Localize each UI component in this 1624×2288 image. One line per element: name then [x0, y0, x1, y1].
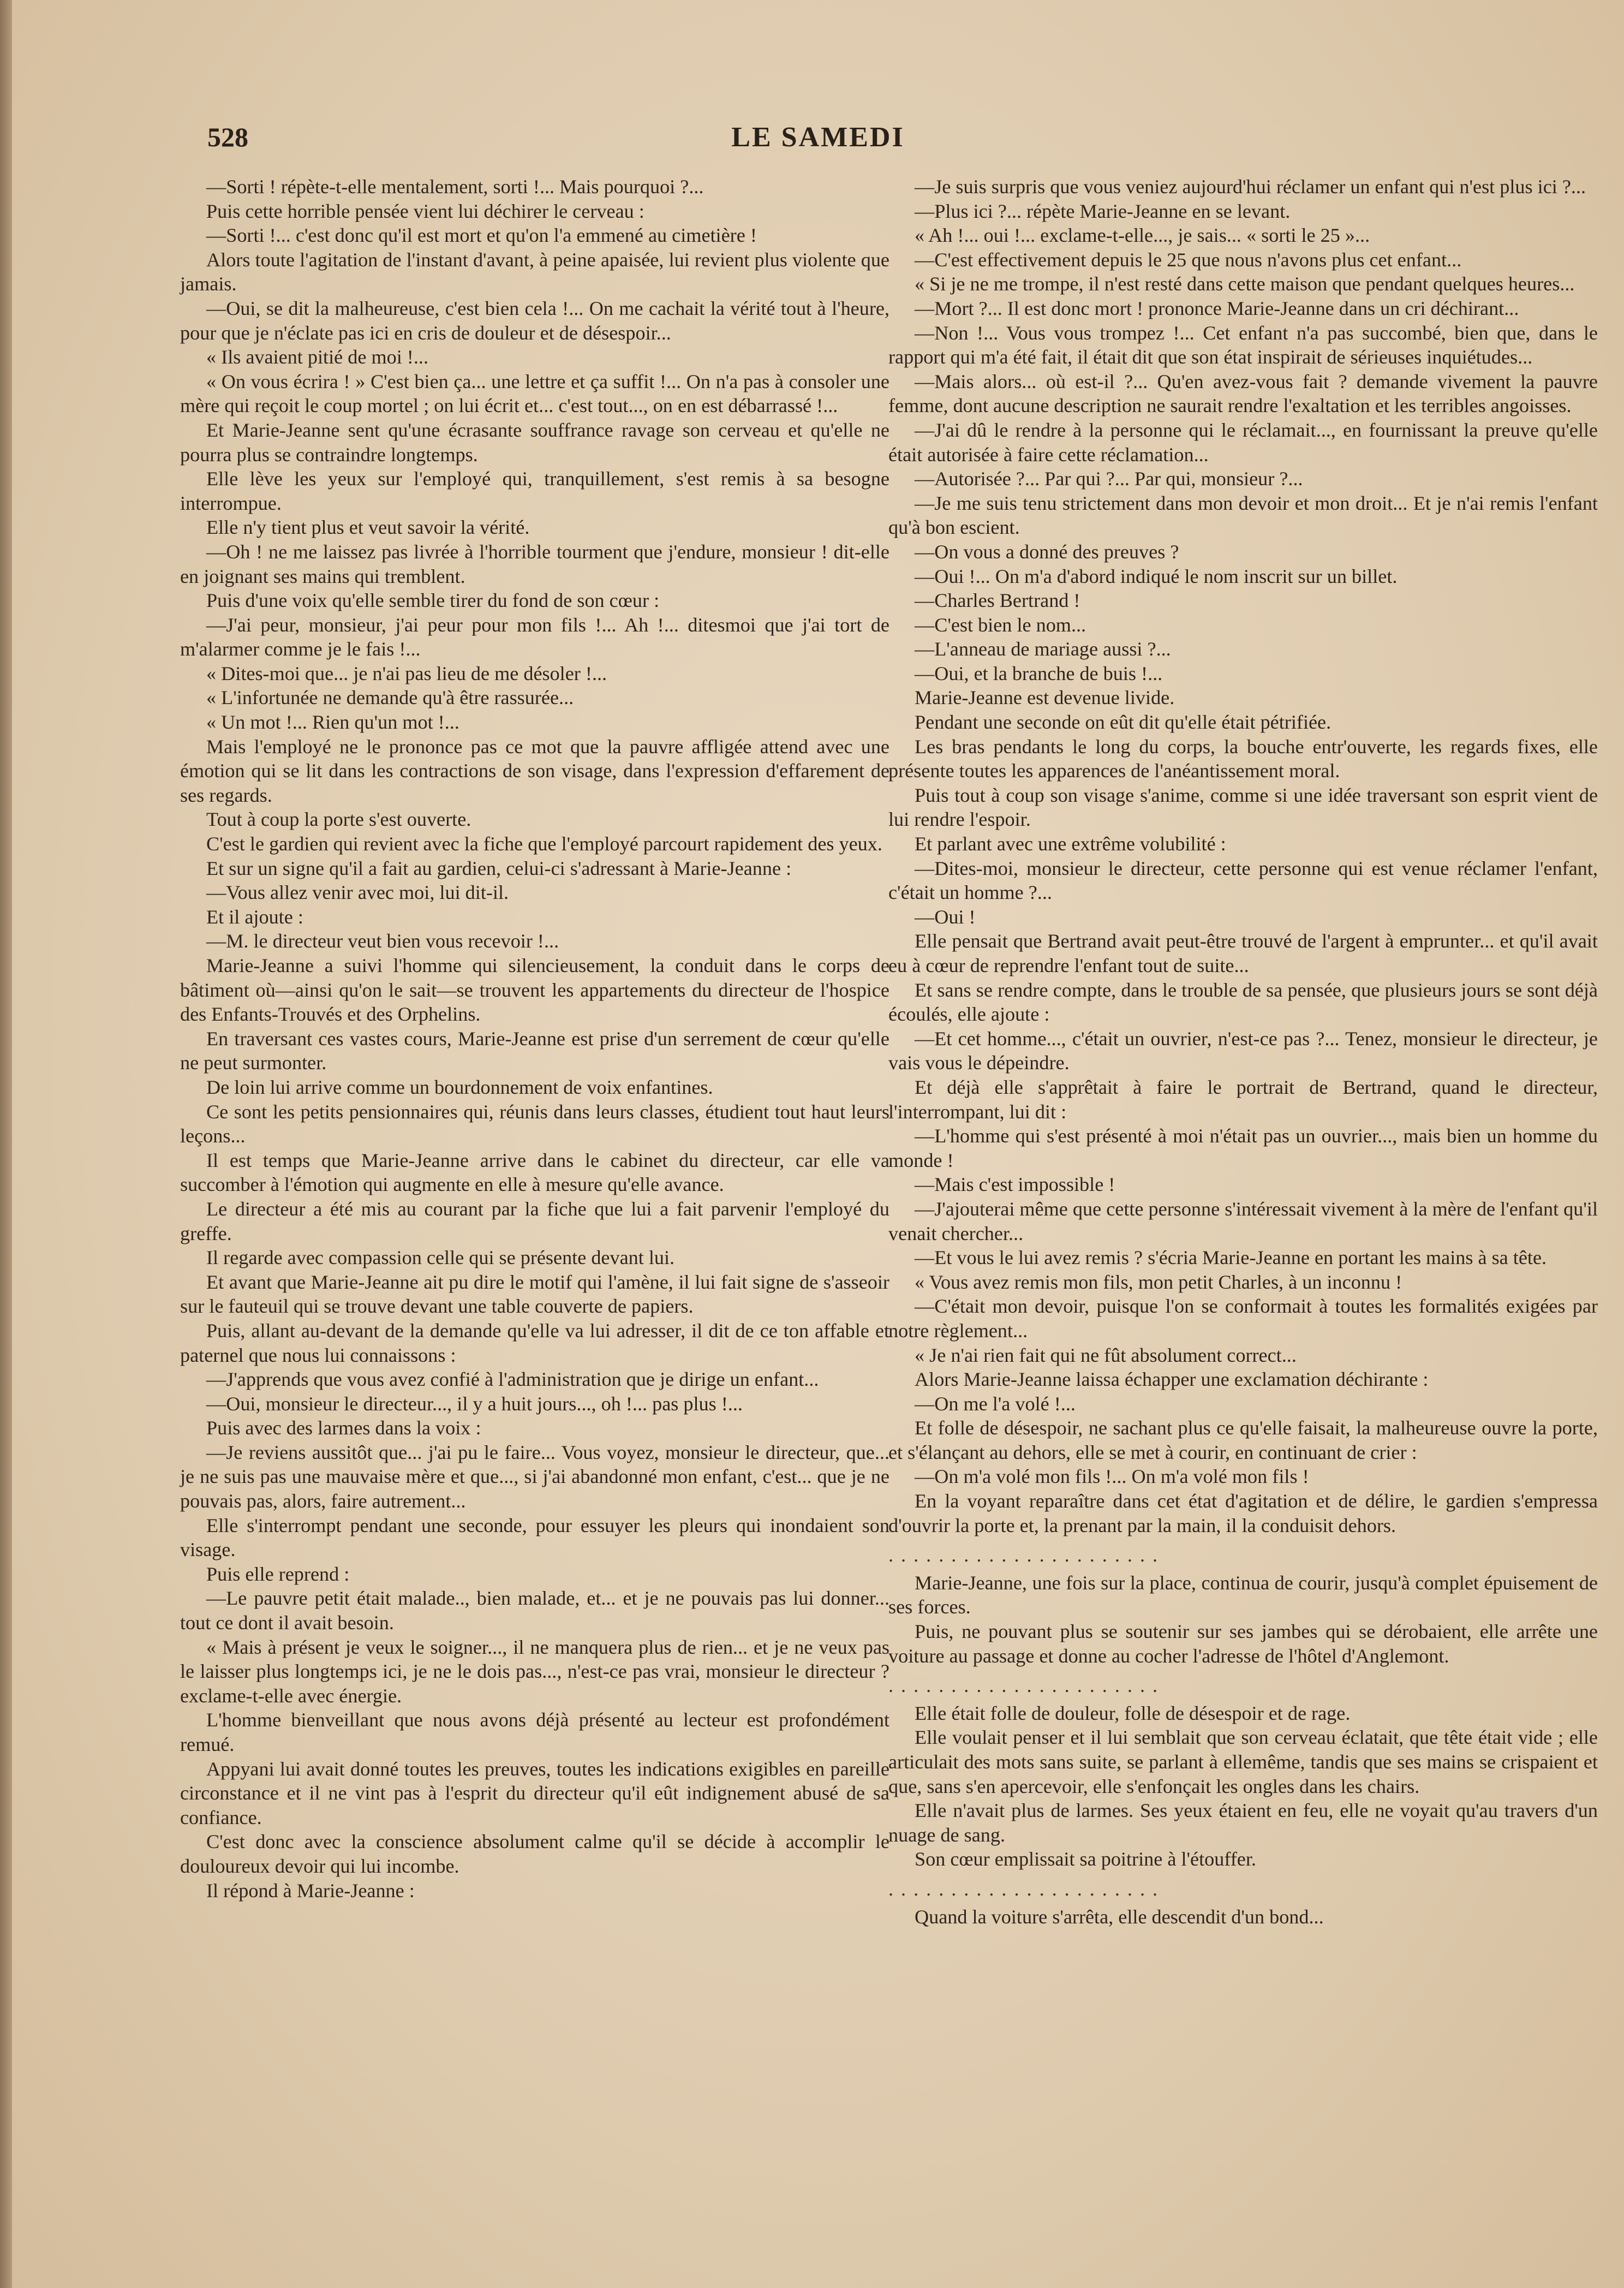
section-separator: ......................	[888, 1675, 1166, 1697]
paragraph: Et folle de désespoir, ne sachant plus ce qu'elle faisait, la malheureuse ouvre la porte, et s'élançant au dehors, elle se met à courir, en continuant de crier :	[888, 1417, 1598, 1463]
section-separator: ......................	[888, 1878, 1166, 1900]
paragraph: « Ils avaient pitié de moi !...	[206, 346, 429, 368]
paragraph: Il est temps que Marie-Jeanne arrive dans le cabinet du directeur, car elle va succomber à l'émotion qui augmente en elle à mesure qu'elle avance.	[180, 1149, 889, 1196]
paragraph: Quand la voiture s'arrêta, elle descendit d'un bond...	[915, 1905, 1324, 1928]
paragraph: —M. le directeur veut bien vous recevoir !...	[206, 930, 559, 952]
paragraph: C'est le gardien qui revient avec la fiche que l'employé parcourt rapidement des yeux.	[206, 833, 882, 855]
paragraph: Marie-Jeanne a suivi l'homme qui silencieusement, la conduit dans le corps de bâtiment où—ainsi qu'on le sait—se trouvent les appartements du directeur de l'hospice des Enfants-Trouvés et des Orphelins.	[180, 955, 889, 1026]
page-number: 528	[207, 122, 248, 152]
paragraph: Les bras pendants le long du corps, la bouche entr'ouverte, les regards fixes, elle présente toutes les apparences de l'anéantissement moral.	[888, 735, 1598, 782]
paragraph: —Et cet homme..., c'était un ouvrier, n'est-ce pas ?... Tenez, monsieur le directeur, je vais vous le dépeindre.	[888, 1027, 1598, 1074]
paragraph: « Un mot !... Rien qu'un mot !...	[206, 711, 459, 734]
paragraph: Elle s'interrompt pendant une seconde, pour essuyer les pleurs qui inondaient son visage.	[180, 1514, 889, 1561]
paragraph: —On m'a volé mon fils !... On m'a volé mon fils !	[915, 1465, 1309, 1488]
paragraph: Le directeur a été mis au courant par la fiche que lui a fait parvenir l'employé du greffe.	[180, 1197, 889, 1244]
paragraph: « Ah !... oui !... exclame-t-elle..., je sais... « sorti le 25 »...	[915, 224, 1370, 247]
paragraph: Puis d'une voix qu'elle semble tirer du fond de son cœur :	[206, 589, 660, 612]
paragraph: —Oh ! ne me laissez pas livrée à l'horrible tourment que j'endure, monsieur ! dit-elle en joignant ses mains qui tremblent.	[180, 540, 889, 587]
paragraph: « On vous écrira ! » C'est bien ça... une lettre et ça suffit !... On n'a pas à consoler une mère qui reçoit le coup mortel ; on lui écrit et... c'est tout..., on en est débarrassé !...	[180, 370, 889, 417]
paragraph: « Si je ne me trompe, il n'est resté dans cette maison que pendant quelques heures...	[915, 273, 1575, 295]
paragraph: En traversant ces vastes cours, Marie-Jeanne est prise d'un serrement de cœur qu'elle ne peut surmonter.	[180, 1027, 889, 1074]
paragraph: Puis avec des larmes dans la voix :	[206, 1417, 481, 1439]
paragraph: Et déjà elle s'apprêtait à faire le portrait de Bertrand, quand le directeur, l'interrompant, lui dit :	[888, 1076, 1598, 1123]
paragraph: —Oui, se dit la malheureuse, c'est bien cela !... On me cachait la vérité tout à l'heure, pour que je n'éclate pas ici en cris de douleur et de désespoir...	[180, 297, 889, 344]
right-column-section-2	[888, 1571, 1598, 1668]
right-column-section-4	[888, 1905, 1598, 1929]
newspaper-page	[12, 0, 1624, 2288]
paragraph: Et avant que Marie-Jeanne ait pu dire le motif qui l'amène, il lui fait signe de s'asseoir sur le fauteuil qui se trouve devant une table couverte de papiers.	[180, 1271, 889, 1318]
paragraph: Pendant une seconde on eût dit qu'elle était pétrifiée.	[915, 711, 1332, 734]
right-column-section-3	[888, 1701, 1598, 1872]
paragraph: Son cœur emplissait sa poitrine à l'étouffer.	[915, 1848, 1256, 1870]
paragraph: Elle était folle de douleur, folle de désespoir et de rage.	[915, 1702, 1351, 1724]
paragraph: Et sans se rendre compte, dans le trouble de sa pensée, que plusieurs jours se sont déjà écoulés, elle ajoute :	[888, 979, 1598, 1026]
paragraph: —Oui !	[915, 905, 976, 928]
paragraph: —Et vous le lui avez remis ? s'écria Marie-Jeanne en portant les mains à sa tête.	[915, 1247, 1547, 1269]
paragraph: De loin lui arrive comme un bourdonnement de voix enfantines.	[206, 1076, 713, 1098]
paragraph: —Sorti !... c'est donc qu'il est mort et qu'on l'a emmené au cimetière !	[206, 224, 757, 247]
paragraph: —L'anneau de mariage aussi ?...	[915, 638, 1171, 660]
journal-title: LE SAMEDI	[731, 122, 905, 153]
paragraph: —On vous a donné des preuves ?	[915, 540, 1179, 563]
paragraph: Marie-Jeanne, une fois sur la place, continua de courir, jusqu'à complet épuisement de ses forces.	[888, 1571, 1598, 1618]
page-binding-edge	[0, 0, 12, 2288]
paragraph: Mais l'employé ne le prononce pas ce mot que la pauvre affligée attend avec une émotion qui se lit dans les contractions de son visage, dans l'expression d'effarement de ses regards.	[180, 735, 889, 806]
paragraph: L'homme bienveillant que nous avons déjà présenté au lecteur est profondément remué.	[180, 1709, 889, 1755]
right-column	[888, 175, 1598, 1929]
paragraph: —J'ai dû le rendre à la personne qui le réclamait..., en fournissant la preuve qu'elle était autorisée à faire cette réclamation...	[888, 419, 1598, 466]
paragraph: Puis, allant au-devant de la demande qu'elle va lui adresser, il dit de ce ton affable et paternel que nous lui connaissons :	[180, 1319, 889, 1366]
paragraph: Et il ajoute :	[206, 905, 303, 928]
left-column-paragraphs	[180, 175, 889, 1903]
paragraph: —Je suis surpris que vous veniez aujourd'hui réclamer un enfant qui n'est plus ici ?...	[915, 176, 1586, 198]
paragraph: Puis, ne pouvant plus se soutenir sur ses jambes qui se dérobaient, elle arrête une voiture au passage et donne au cocher l'adresse de l'hôtel d'Anglemont.	[888, 1620, 1598, 1667]
paragraph: —Je reviens aussitôt que... j'ai pu le faire... Vous voyez, monsieur le directeur, que... je ne suis pas une mauvaise mère et que..., si j'ai abandonné mon enfant, c'est... que je ne pouvais pas, alors, faire autrement...	[180, 1441, 889, 1512]
paragraph: —Le pauvre petit était malade.., bien malade, et... et je ne pouvais pas lui donner... tout ce dont il avait besoin.	[180, 1587, 889, 1634]
paragraph: —L'homme qui s'est présenté à moi n'était pas un ouvrier..., mais bien un homme du monde !	[888, 1125, 1598, 1171]
paragraph: —Mais alors... où est-il ?... Qu'en avez-vous fait ? demande vivement la pauvre femme, dont aucune description ne saurait rendre l'exaltation et les terribles angoisses.	[888, 370, 1598, 417]
paragraph: —Sorti ! répète-t-elle mentalement, sorti !... Mais pourquoi ?...	[206, 176, 704, 198]
paragraph: « Dites-moi que... je n'ai pas lieu de me désoler !...	[206, 662, 607, 684]
paragraph: Elle lève les yeux sur l'employé qui, tranquillement, s'est remis à sa besogne interrompue.	[180, 468, 889, 514]
paragraph: Appyani lui avait donné toutes les preuves, toutes les indications exigibles en pareille circonstance et il ne vint pas à l'esprit du directeur qu'il eût indignement abusé de sa confiance.	[180, 1757, 889, 1828]
paragraph: En la voyant reparaître dans cet état d'agitation et de délire, le gardien s'empressa d'ouvrir la porte et, la prenant par la main, il la conduisit dehors.	[888, 1490, 1598, 1536]
paragraph: —Plus ici ?... répète Marie-Jeanne en se levant.	[915, 200, 1291, 222]
paragraph: Puis tout à coup son visage s'anime, comme si une idée traversant son esprit vient de lui rendre l'espoir.	[888, 784, 1598, 831]
paragraph: Il regarde avec compassion celle qui se présente devant lui.	[206, 1247, 675, 1269]
paragraph: Elle voulait penser et il lui semblait que son cerveau éclatait, que tête était vide ; elle articulait des mots sans suite, se parlant à ellemême, tandis que ses mains se crispaient et que, sans s'en apercevoir, elle s'enfonçait les ongles dans les chairs.	[888, 1726, 1598, 1797]
paragraph: —J'ai peur, monsieur, j'ai peur pour mon fils !... Ah !... ditesmoi que j'ai tort de m'alarmer comme je le fais !...	[180, 613, 889, 660]
section-separator: ......................	[888, 1544, 1166, 1566]
paragraph: Ce sont les petits pensionnaires qui, réunis dans leurs classes, étudient tout haut leurs leçons...	[180, 1100, 889, 1147]
paragraph: —On me l'a volé !...	[915, 1392, 1076, 1415]
paragraph: —C'est effectivement depuis le 25 que nous n'avons plus cet enfant...	[915, 248, 1462, 271]
paragraph: « L'infortunée ne demande qu'à être rassurée...	[206, 687, 574, 709]
paragraph: « Mais à présent je veux le soigner..., il ne manquera plus de rien... et je ne veux pas le laisser plus longtemps ici, je ne le dois pas..., n'est-ce pas vrai, monsieur le directeur ? exclame-t-elle avec énergie.	[180, 1636, 889, 1707]
paragraph: Alors toute l'agitation de l'instant d'avant, à peine apaisée, lui revient plus violente que jamais.	[180, 248, 889, 295]
paragraph: Tout à coup la porte s'est ouverte.	[206, 808, 471, 831]
paragraph: —Dites-moi, monsieur le directeur, cette personne qui est venue réclamer l'enfant, c'était un homme ?...	[888, 857, 1598, 904]
right-column-section-1	[888, 175, 1598, 1538]
paragraph: —Mort ?... Il est donc mort ! prononce Marie-Jeanne dans un cri déchirant...	[915, 297, 1519, 319]
paragraph: Marie-Jeanne est devenue livide.	[915, 687, 1175, 709]
paragraph: Elle pensait que Bertrand avait peut-être trouvé de l'argent à emprunter... et qu'il avait eu à cœur de reprendre l'enfant tout de suite...	[888, 930, 1598, 976]
paragraph: Il répond à Marie-Jeanne :	[206, 1879, 415, 1902]
left-column	[180, 175, 889, 1903]
paragraph: Elle n'y tient plus et veut savoir la vérité.	[206, 516, 530, 539]
paragraph: —J'apprends que vous avez confié à l'administration que je dirige un enfant...	[206, 1368, 819, 1391]
paragraph: —C'est bien le nom...	[915, 613, 1086, 636]
paragraph: —Oui, et la branche de buis !...	[915, 662, 1163, 684]
paragraph: —Non !... Vous vous trompez !... Cet enfant n'a pas succombé, bien que, dans le rapport qui m'a été fait, il était dit que son état inspirait de sérieuses inquiétudes...	[888, 321, 1598, 368]
paragraph: Et Marie-Jeanne sent qu'une écrasante souffrance ravage son cerveau et qu'elle ne pourra plus se contraindre longtemps.	[180, 419, 889, 466]
paragraph: —J'ajouterai même que cette personne s'intéressait vivement à la mère de l'enfant qu'il venait chercher...	[888, 1197, 1598, 1244]
paragraph: —Vous allez venir avec moi, lui dit-il.	[206, 881, 509, 904]
paragraph: « Je n'ai rien fait qui ne fût absolument correct...	[915, 1344, 1297, 1366]
paragraph: Et sur un signe qu'il a fait au gardien, celui-ci s'adressant à Marie-Jeanne :	[206, 857, 792, 879]
paragraph: —Oui, monsieur le directeur..., il y a huit jours..., oh !... pas plus !...	[206, 1392, 743, 1415]
paragraph: —Oui !... On m'a d'abord indiqué le nom inscrit sur un billet.	[915, 565, 1398, 587]
paragraph: —C'était mon devoir, puisque l'on se conformait à toutes les formalités exigées par notre règlement...	[888, 1295, 1598, 1342]
paragraph: Et parlant avec une extrême volubilité :	[915, 833, 1226, 855]
paragraph: Elle n'avait plus de larmes. Ses yeux étaient en feu, elle ne voyait qu'au travers d'un nuage de sang.	[888, 1800, 1598, 1846]
paragraph: Puis elle reprend :	[206, 1563, 350, 1585]
paragraph: —Autorisée ?... Par qui ?... Par qui, monsieur ?...	[915, 468, 1303, 490]
paragraph: Puis cette horrible pensée vient lui déchirer le cerveau :	[206, 200, 644, 222]
paragraph: « Vous avez remis mon fils, mon petit Charles, à un inconnu !	[915, 1271, 1402, 1293]
paragraph: —Mais c'est impossible !	[915, 1173, 1115, 1196]
paragraph: —Charles Bertrand !	[915, 589, 1080, 612]
paragraph: Alors Marie-Jeanne laissa échapper une exclamation déchirante :	[915, 1368, 1429, 1391]
paragraph: —Je me suis tenu strictement dans mon devoir et mon droit... Et je n'ai remis l'enfant qu'à bon escient.	[888, 492, 1598, 539]
paragraph: C'est donc avec la conscience absolument calme qu'il se décide à accomplir le douloureux devoir qui lui incombe.	[180, 1831, 889, 1877]
